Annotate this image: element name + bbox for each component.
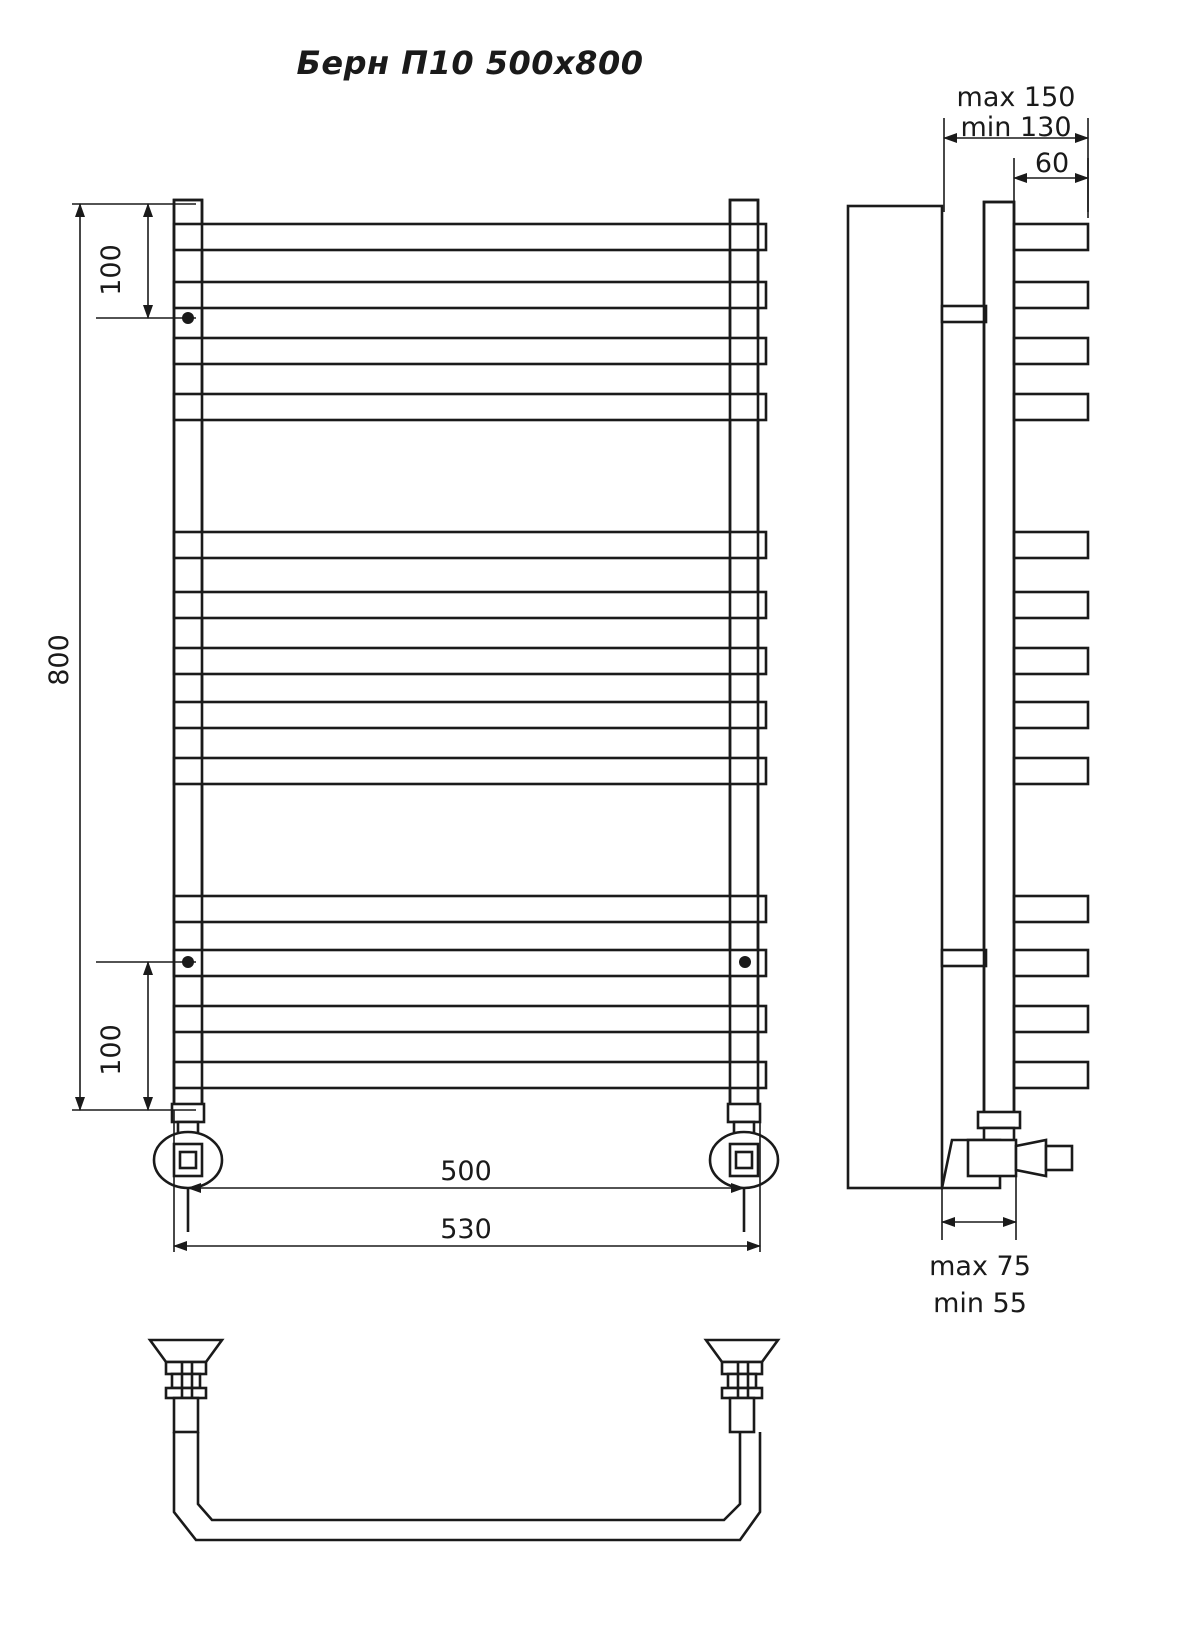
front-rung xyxy=(174,702,766,728)
side-valve-assembly xyxy=(942,1112,1072,1188)
dim-width-inner: 500 xyxy=(440,1156,492,1187)
front-rung xyxy=(174,224,766,250)
dim-top-offset: 100 xyxy=(96,244,127,296)
dim-height-total: 800 xyxy=(44,634,75,686)
side-rung-end xyxy=(1014,224,1088,250)
front-rung xyxy=(174,648,766,674)
front-view-group xyxy=(154,200,778,1232)
page-title: Берн П10 500x800 xyxy=(296,44,644,82)
side-rung-end xyxy=(1014,758,1088,784)
top-right-mount xyxy=(706,1340,778,1432)
dim-depth-60: 60 xyxy=(1034,148,1070,179)
side-rung-end xyxy=(1014,394,1088,420)
dim-valve-min: min 55 xyxy=(933,1288,1027,1319)
side-view-group xyxy=(848,202,1088,1188)
side-rung-end xyxy=(1014,1006,1088,1032)
front-right-fitting xyxy=(710,1104,778,1232)
side-rung-end xyxy=(1014,648,1088,674)
side-rung-end xyxy=(1014,592,1088,618)
top-u-pipe-outer xyxy=(174,1432,760,1540)
front-rung xyxy=(174,282,766,308)
side-rung-end xyxy=(1014,532,1088,558)
front-rung xyxy=(174,592,766,618)
side-rung-end xyxy=(1014,896,1088,922)
front-rung xyxy=(174,950,766,976)
front-rung xyxy=(174,338,766,364)
dim-bottom-offset: 100 xyxy=(96,1024,127,1076)
side-bracket-bottom xyxy=(942,950,986,966)
front-rung xyxy=(174,1006,766,1032)
top-left-mount xyxy=(150,1340,222,1432)
side-rung-end xyxy=(1014,1062,1088,1088)
side-rung-end xyxy=(1014,950,1088,976)
side-post xyxy=(984,202,1014,1114)
dim-wall-offset-max: max 150 xyxy=(956,82,1076,113)
dim-valve-max: max 75 xyxy=(929,1251,1031,1282)
side-bracket-top xyxy=(942,306,986,322)
front-rung xyxy=(174,532,766,558)
front-rung xyxy=(174,1062,766,1088)
port-bottom-right xyxy=(739,956,751,968)
front-rung xyxy=(174,896,766,922)
side-rung-end xyxy=(1014,702,1088,728)
top-u-pipe-inner xyxy=(198,1432,740,1520)
side-rung-end xyxy=(1014,338,1088,364)
side-rung-end xyxy=(1014,282,1088,308)
dim-wall-offset-min: min 130 xyxy=(960,112,1072,143)
front-left-fitting xyxy=(154,1104,222,1232)
top-view-group xyxy=(150,1340,778,1540)
side-wall xyxy=(848,206,942,1188)
front-rung xyxy=(174,394,766,420)
front-rung xyxy=(174,758,766,784)
dim-width-outer: 530 xyxy=(440,1214,492,1245)
